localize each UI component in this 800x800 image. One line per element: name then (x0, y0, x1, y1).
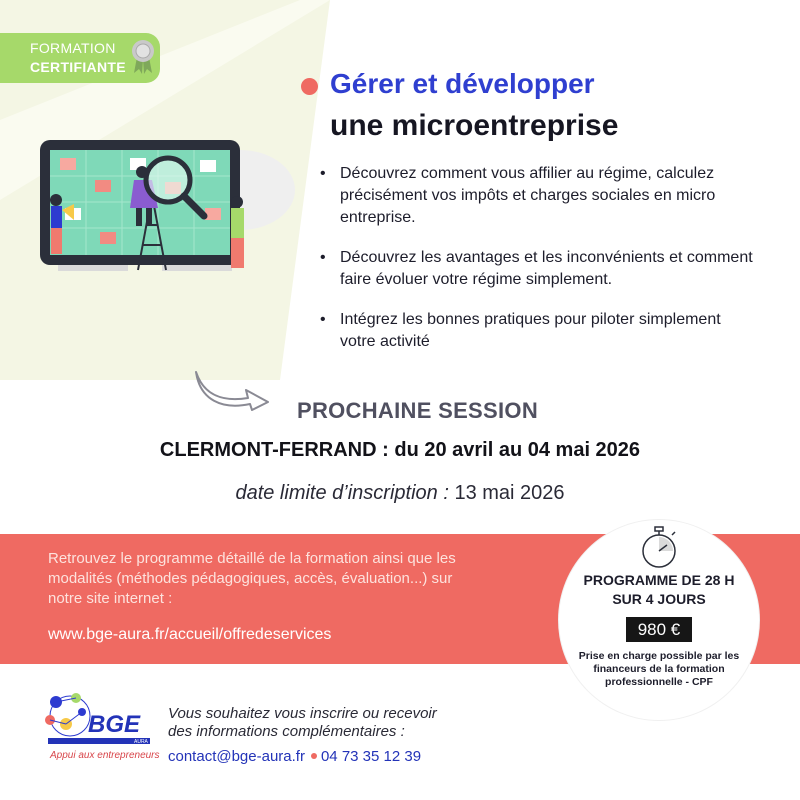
program-duration: PROGRAMME DE 28 H (583, 572, 735, 588)
contact-email-link[interactable]: contact@bge-aura.fr (168, 748, 305, 765)
badge-line1: FORMATION (30, 40, 116, 56)
deadline-label: date limite d’inscription : (235, 482, 449, 504)
certification-badge (0, 33, 160, 83)
stopwatch-icon (637, 526, 681, 570)
program-days: SUR 4 JOURS (612, 591, 706, 607)
bge-logo (42, 690, 157, 752)
program-circle (559, 520, 759, 720)
contact-details (168, 748, 421, 765)
logo-tagline: Appui aux entrepreneurs (50, 750, 160, 761)
benefits-list (318, 163, 758, 371)
list-item: • Intégrez les bonnes pratiques pour piloter simplement votre activité (318, 309, 758, 353)
price-tag: 980 € (626, 617, 692, 642)
logo-wordmark: BGE (88, 711, 141, 738)
deadline-value: 13 mai 2026 (454, 482, 565, 504)
contact-prompt-line2: des informations complémentaires : (168, 723, 405, 740)
page-title-line2: une microentreprise (330, 109, 619, 142)
separator-dot (311, 753, 317, 759)
website-link[interactable]: www.bge-aura.fr/accueil/offredeservices (48, 626, 332, 643)
contact-phone[interactable]: 04 73 35 12 39 (320, 748, 422, 765)
registration-deadline (0, 482, 800, 505)
award-ribbon-icon (130, 39, 156, 75)
contact-prompt-line1: Vous souhaitez vous inscrire ou recevoir (168, 705, 437, 722)
funding-note: Prise en charge possible par les financeurs de la formation professionnelle - CPF (578, 650, 740, 688)
title-bullet-dot (301, 78, 318, 95)
badge-line2: CERTIFIANTE (30, 59, 126, 75)
session-title: PROCHAINE SESSION (296, 398, 539, 423)
magnifier-icon (138, 150, 208, 220)
program-info-text: Retrouvez le programme détaillé de la formation ainsi que les modalités (méthodes pédagogiques, accès, évaluation...) sur notre site internet : (48, 550, 456, 607)
session-dates: CLERMONT-FERRAND : du 20 avril au 04 mai 2026 (159, 439, 641, 461)
list-item: • Découvrez les avantages et les inconvénients et comment faire évoluer votre régime simplement. (318, 247, 758, 291)
logo-region: AURA (134, 739, 148, 745)
list-item: • Découvrez comment vous affilier au régime, calculez précisément vos impôts et charges sociales en micro entreprise. (318, 163, 758, 229)
page-title-line1: Gérer et développer (330, 68, 595, 99)
